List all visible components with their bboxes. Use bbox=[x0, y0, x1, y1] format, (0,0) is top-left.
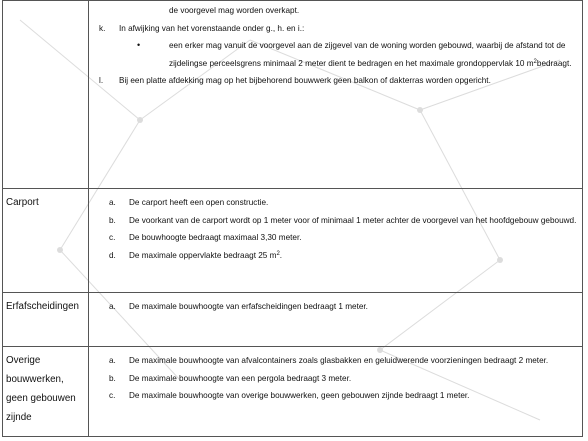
list-item bbox=[93, 387, 578, 405]
row-content bbox=[89, 189, 583, 293]
item-marker: c. bbox=[109, 233, 116, 242]
table-row bbox=[3, 293, 583, 347]
row-content bbox=[89, 293, 583, 347]
item-text: De carport heeft een open constructie. bbox=[129, 198, 269, 207]
rules-table bbox=[2, 0, 583, 437]
list-item bbox=[93, 352, 578, 370]
list-item bbox=[93, 194, 578, 212]
bullet-text: een erker mag vanuit de voorgevel aan de zijgevel van de woning worden gebouwd, waarbij de afstand tot de zijdelingse perceelsgrens minimaal 2 meter dient te bedragen en het maximale grondoppervlak 10 m bbox=[169, 41, 566, 68]
table-row bbox=[3, 189, 583, 293]
bullet-icon: • bbox=[137, 40, 141, 50]
row-label: Overige bouwwerken, geen gebouwen zijnde bbox=[3, 347, 89, 437]
table-row bbox=[3, 1, 583, 189]
item-text: De maximale bouwhoogte van erfafscheidingen bedraagt 1 meter. bbox=[129, 302, 368, 311]
superscript: 2 bbox=[276, 250, 280, 257]
row-label: Erfafscheidingen bbox=[3, 293, 89, 347]
item-marker: a. bbox=[109, 356, 116, 365]
list-item bbox=[93, 229, 578, 247]
list-item bbox=[93, 298, 578, 316]
item-marker: d. bbox=[109, 250, 116, 260]
item-text: De bouwhoogte bedraagt maximaal 3,30 meter. bbox=[129, 233, 302, 242]
list-item-l bbox=[93, 72, 578, 90]
item-marker: a. bbox=[109, 198, 116, 207]
list-item-k bbox=[93, 20, 578, 38]
item-text: In afwijking van het vorenstaande onder g., h. en i.: bbox=[119, 23, 305, 33]
list-item bbox=[93, 370, 578, 388]
bullet-text-after: bedraagt. bbox=[536, 58, 572, 68]
superscript: 2 bbox=[533, 58, 537, 65]
item-text: De voorkant van de carport wordt op 1 meter voor of minimaal 1 meter achter de voorgevel van het hoofdgebouw gebouwd. bbox=[129, 215, 577, 225]
continued-text: de voorgevel mag worden overkapt. bbox=[169, 6, 300, 15]
item-text: De maximale bouwhoogte van overige bouwwerken, geen gebouwen zijnde bedraagt 1 meter. bbox=[129, 391, 470, 400]
row-content bbox=[89, 347, 583, 437]
item-marker: b. bbox=[109, 373, 116, 383]
item-text: De maximale bouwhoogte van afvalcontainers zoals glasbakken en geluidwerende voorzieningen bedraagt 2 meter. bbox=[129, 356, 549, 365]
bullet-item bbox=[93, 37, 578, 72]
row-label: Carport bbox=[3, 189, 89, 293]
item-marker: l. bbox=[99, 76, 104, 85]
item-marker: b. bbox=[109, 215, 116, 225]
item-text-wrap bbox=[129, 247, 578, 265]
item-text: Bij een platte afdekking mag op het bijbehorend bouwwerk geen balkon of dakterras worden opgericht. bbox=[119, 76, 491, 85]
list-item bbox=[93, 212, 578, 230]
list-item bbox=[93, 247, 578, 265]
item-text-after: . bbox=[279, 250, 283, 260]
table-row bbox=[3, 347, 583, 437]
item-marker: c. bbox=[109, 391, 116, 400]
item-text: De maximale bouwhoogte van een pergola bedraagt 3 meter. bbox=[129, 373, 352, 383]
bullet-text-wrap bbox=[169, 37, 578, 72]
row-content bbox=[89, 1, 583, 189]
item-text: De maximale oppervlakte bedraagt 25 m bbox=[129, 250, 277, 260]
item-marker: a. bbox=[109, 302, 116, 311]
row-label bbox=[3, 1, 89, 189]
item-marker: k. bbox=[99, 23, 106, 33]
